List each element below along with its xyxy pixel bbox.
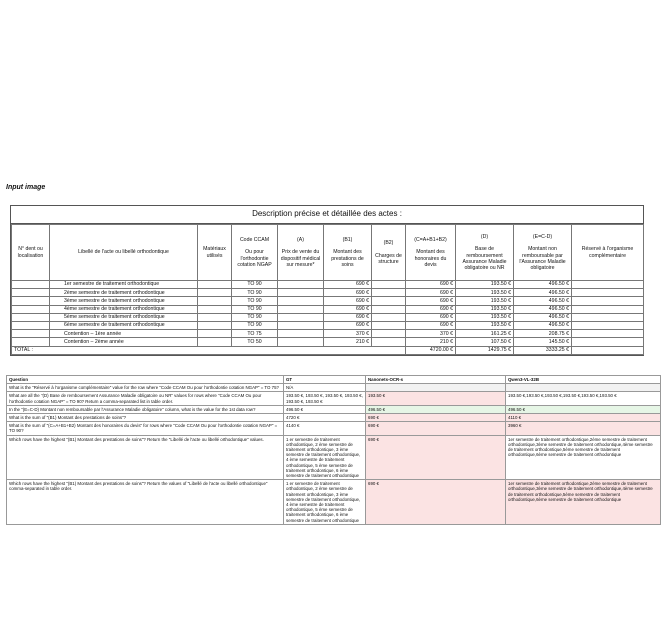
table-cell: TO 90 (232, 281, 278, 289)
table-cell: 690 € (324, 281, 372, 289)
table-cell (198, 297, 232, 305)
table-cell (198, 321, 232, 329)
col-header-a: (A) Prix de vente du dispositif médical sur mesure* (278, 225, 324, 281)
table-cell (372, 281, 406, 289)
table-cell: 2ème semestre de traitement orthodontique (50, 289, 198, 297)
qa-gt-cell: N/A (284, 384, 366, 392)
table-row (12, 330, 644, 338)
table-cell (372, 313, 406, 321)
table-cell (198, 289, 232, 297)
table-cell (572, 321, 644, 329)
table-cell (12, 281, 50, 289)
table-cell: 1er semestre de traitement orthodontique (50, 281, 198, 289)
table-cell: 690 € (406, 313, 456, 321)
qa-qwen-cell: 4110 € (506, 414, 661, 422)
table-cell (372, 297, 406, 305)
table-cell (372, 338, 406, 346)
table-cell: 690 € (406, 281, 456, 289)
table-row (12, 297, 644, 305)
table-cell: 690 € (406, 305, 456, 313)
table-cell (198, 338, 232, 346)
table-cell: 690 € (324, 297, 372, 305)
qa-qwen-cell: 3960 € (506, 422, 661, 435)
qa-question-cell: In the "(E=C-D) Montant non remboursable par l'Assurance Maladie obligatoire" column, what is the value for the 1st data row? (7, 405, 284, 413)
qa-qwen-cell: 1er semestre de traitement orthodontique,2ème semestre de traitement orthodontique,3ème semestre de traitement orthodontique,4ème semestre de traitement orthodontique,5ème semestre de traitement orthodontique,6ème semestre de traitement orthodontique (506, 435, 661, 480)
qa-qwen-cell (506, 384, 661, 392)
table-cell: 193.50 € (456, 281, 514, 289)
table-cell: 210 € (406, 338, 456, 346)
table-cell (372, 289, 406, 297)
qa-question-cell: What is the "Réservé à l'organisme complémentaire" value for the row where "Code CCAM Ou pour l'orthodontie cotation NGAP" = TO 75? (7, 384, 284, 392)
total-row (12, 346, 644, 354)
qa-nanonets-cell: 690 € (366, 480, 506, 525)
qa-question-cell: What are all the "(D) Base de remboursement Assurance Maladie obligatoire ou NR" values for rows where "Code CCAM Ou pour l'orthodontie cotation NGAP" = TO 90? Return a comma-separated list in table order. (7, 392, 284, 405)
col-header-d: (D) Base de remboursement Assurance Maladie obligatoire ou NR (456, 225, 514, 281)
table-row (12, 281, 644, 289)
table-cell: 193.50 € (456, 289, 514, 297)
invoice-table (10, 205, 644, 356)
qa-question-cell: Which rows have the highest "(B1) Montant des prestations de soins"? Return the "Libellé de l'acte ou libellé orthodontique" values. (7, 435, 284, 480)
table-cell: 161.25 € (456, 330, 514, 338)
total-c: 4720.00 € (406, 346, 456, 354)
table-row (12, 321, 644, 329)
table-cell: TO 90 (232, 297, 278, 305)
qa-question-cell: What is the sum of "(C=A+B1+B2) Montant des honoraires du devis" for rows where "Code CCAM Ou pour l'orthodontie cotation NGAP" = TO 90? (7, 422, 284, 435)
table-cell (278, 305, 324, 313)
table-cell: 6ème semestre de traitement orthodontique (50, 321, 198, 329)
table-cell: TO 50 (232, 338, 278, 346)
table-cell: 690 € (324, 313, 372, 321)
table-cell: TO 75 (232, 330, 278, 338)
qa-row (7, 384, 661, 392)
table-cell (572, 305, 644, 313)
total-d: 1429.75 € (456, 346, 514, 354)
table-cell (198, 330, 232, 338)
total-label: TOTAL : (12, 346, 406, 354)
table-cell: TO 90 (232, 289, 278, 297)
qa-nanonets-cell (366, 384, 506, 392)
col-header-localisation: N° dent ou localisation (12, 225, 50, 281)
table-cell (12, 297, 50, 305)
col-header-b1: (B1) Montant des prestations de soins (324, 225, 372, 281)
table-cell (372, 305, 406, 313)
col-header-c: (C=A+B1+B2) Montant des honoraires du devis (406, 225, 456, 281)
table-cell: 690 € (406, 321, 456, 329)
qa-gt-cell: 4720 € (284, 414, 366, 422)
table-cell (12, 289, 50, 297)
table-cell (572, 313, 644, 321)
qa-gt-cell: 1 er semestre de traitement orthodontique, 2 ème semestre de traitement orthodontique, 3 ème semestre de traitement orthodontique, 4 ème semestre de traitement orthodontique, 5 ème semestre de traitement orthodontique, 6 ème semestre de traitement orthodontique (284, 435, 366, 480)
table-row (12, 305, 644, 313)
qa-header-nanonets: Nanonets-OCR-s (366, 376, 506, 384)
qa-nanonets-cell: 690 € (366, 435, 506, 480)
table-cell (278, 297, 324, 305)
table-cell: TO 90 (232, 305, 278, 313)
total-e: 3333.25 € (514, 346, 572, 354)
qa-gt-cell: 193.50 €, 193.50 €, 193.50 €, 193.50 €, 193.50 €, 193.50 € (284, 392, 366, 405)
table-cell (278, 313, 324, 321)
table-cell: 690 € (406, 289, 456, 297)
table-cell: 690 € (324, 289, 372, 297)
table-cell (278, 338, 324, 346)
section-heading: Input image (6, 184, 46, 191)
table-cell: TO 90 (232, 313, 278, 321)
col-header-reserve: Réservé à l'organisme complémentaire (572, 225, 644, 281)
table-cell (572, 338, 644, 346)
table-cell (372, 321, 406, 329)
table-cell (12, 321, 50, 329)
qa-nanonets-cell: 496.50 € (366, 405, 506, 413)
table-cell (278, 281, 324, 289)
table-cell (198, 281, 232, 289)
table-cell: 690 € (324, 321, 372, 329)
table-cell: 210 € (324, 338, 372, 346)
table-cell: 496.50 € (514, 305, 572, 313)
table-cell: 193.50 € (456, 313, 514, 321)
table-cell (12, 305, 50, 313)
col-header-b2: (B2) Charges de structure (372, 225, 406, 281)
table-cell (12, 330, 50, 338)
qa-row (7, 480, 661, 525)
qa-header-gt: GT (284, 376, 366, 384)
qa-qwen-cell: 496.50 € (506, 405, 661, 413)
table-cell (372, 330, 406, 338)
table-cell (198, 305, 232, 313)
table-cell: 208.75 € (514, 330, 572, 338)
table-cell (12, 338, 50, 346)
qa-row (7, 422, 661, 435)
qa-question-cell: What is the sum of "(B1) Montant des prestations de soins"? (7, 414, 284, 422)
table-cell: 145.50 € (514, 338, 572, 346)
qa-gt-cell: 496.50 € (284, 405, 366, 413)
table-cell (12, 313, 50, 321)
qa-question-cell: Which rows have the highest "(B1) Montant des prestations de soins"? Return the values of "Libellé de l'acte ou libellé orthodontique" comma-separated in table order. (7, 480, 284, 525)
table-row (12, 289, 644, 297)
table-cell: 3ème semestre de traitement orthodontique (50, 297, 198, 305)
table-cell: 193.50 € (456, 297, 514, 305)
table-cell: Contention – 1ère année (50, 330, 198, 338)
qa-qwen-cell: 193.50 €,193.50 €,193.50 €,193.50 €,193.50 €,193.50 € (506, 392, 661, 405)
table-cell: 496.50 € (514, 321, 572, 329)
table-cell: 496.50 € (514, 281, 572, 289)
qa-row (7, 405, 661, 413)
table-cell (278, 321, 324, 329)
qa-nanonets-cell: 690 € (366, 422, 506, 435)
table-cell (572, 281, 644, 289)
col-header-libelle: Libellé de l'acte ou libellé orthodontique (50, 225, 198, 281)
invoice-title: Description précise et détaillée des actes : (11, 206, 643, 224)
col-header-e: (E=C-D) Montant non remboursable par l'Assurance Maladie obligatoire (514, 225, 572, 281)
table-cell: Contention – 2ème année (50, 338, 198, 346)
table-cell: 370 € (406, 330, 456, 338)
table-row (12, 313, 644, 321)
table-cell: 690 € (406, 297, 456, 305)
qa-gt-cell: 4140 € (284, 422, 366, 435)
qa-row (7, 414, 661, 422)
table-cell: 496.50 € (514, 313, 572, 321)
col-header-materiaux: Matériaux utilisés (198, 225, 232, 281)
table-cell: 496.50 € (514, 297, 572, 305)
table-cell (198, 313, 232, 321)
table-cell: 4ème semestre de traitement orthodontique (50, 305, 198, 313)
table-cell: 193.50 € (456, 321, 514, 329)
table-cell (278, 330, 324, 338)
table-cell (278, 289, 324, 297)
table-cell: 193.50 € (456, 305, 514, 313)
table-cell: 690 € (324, 305, 372, 313)
table-cell: TO 90 (232, 321, 278, 329)
table-cell (572, 289, 644, 297)
table-cell: 496.50 € (514, 289, 572, 297)
qa-header-qwen: Qwen3-VL-32B (506, 376, 661, 384)
table-cell: 370 € (324, 330, 372, 338)
table-cell: 107.50 € (456, 338, 514, 346)
qa-row (7, 435, 661, 480)
table-cell (572, 330, 644, 338)
qa-gt-cell: 1 er semestre de traitement orthodontique, 2 ème semestre de traitement orthodontique, 3 ème semestre de traitement orthodontique, 4 ème semestre de traitement orthodontique, 5 ème semestre de traitement orthodontique, 6 ème semestre de traitement orthodontique (284, 480, 366, 525)
qa-header-question: Question (7, 376, 284, 384)
table-row (12, 338, 644, 346)
qa-nanonets-cell: 690 € (366, 414, 506, 422)
qa-nanonets-cell: 193.50 € (366, 392, 506, 405)
total-reserve (572, 346, 644, 354)
table-cell: 5ème semestre de traitement orthodontique (50, 313, 198, 321)
table-cell (572, 297, 644, 305)
col-header-code-ccam: Code CCAM Ou pour l'orthodontie cotation NGAP (232, 225, 278, 281)
qa-table (6, 375, 660, 525)
qa-qwen-cell: 1er semestre de traitement orthodontique,2ème semestre de traitement orthodontique,3ème semestre de traitement orthodontique,4ème semestre de traitement orthodontique,5ème semestre de traitement orthodontique,6ème semestre de traitement orthodontique (506, 480, 661, 525)
qa-row (7, 392, 661, 405)
